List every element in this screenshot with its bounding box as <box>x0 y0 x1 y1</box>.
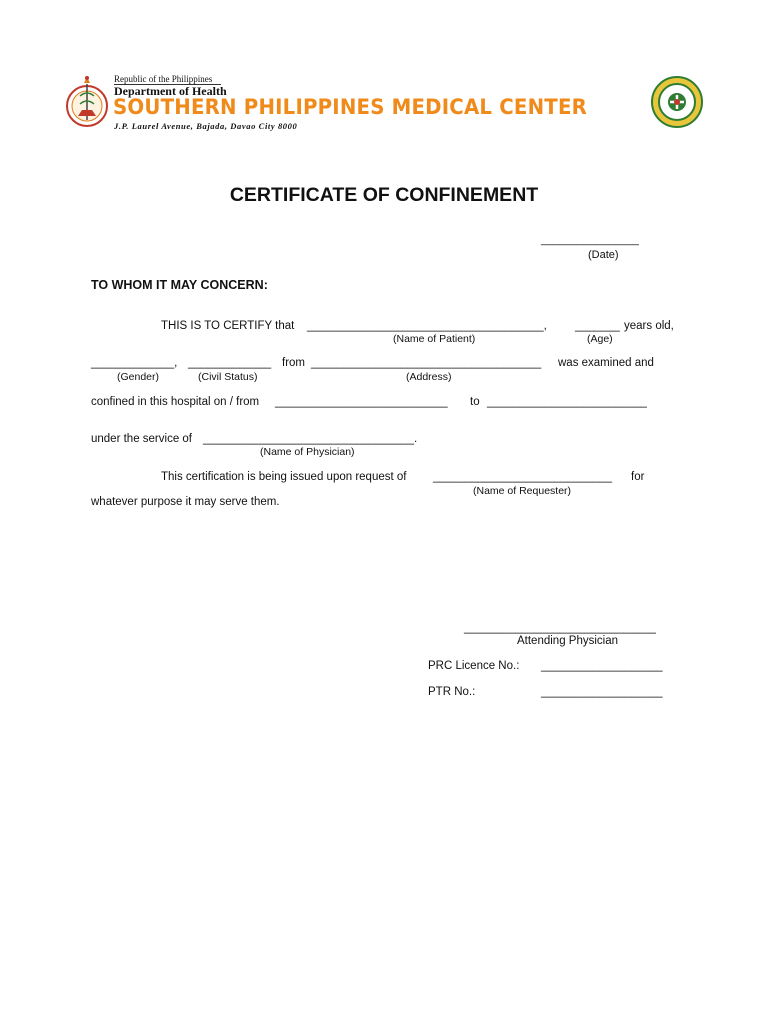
confined-to-blank: _________________________ <box>487 396 647 408</box>
patient-name-blank: _____________________________________, <box>307 320 547 332</box>
header-department: Department of Health <box>114 84 227 98</box>
gender-label: (Gender) <box>117 371 160 383</box>
document-title: CERTIFICATE OF CONFINEMENT <box>229 184 539 206</box>
requester-name-blank: ____________________________ <box>433 471 613 483</box>
prc-licence-label: PRC Licence No.: <box>428 660 520 672</box>
ptr-no-blank: ___________________ <box>541 686 663 698</box>
service-prefix: under the service of <box>91 433 193 445</box>
purpose-text: whatever purpose it may serve them. <box>91 496 280 508</box>
physician-name-blank: _________________________________. <box>203 433 418 445</box>
request-prefix: This certification is being issued upon request of <box>161 471 407 483</box>
header-address: J.P. Laurel Avenue, Bajada, Davao City 8000 <box>114 121 298 131</box>
certify-prefix: THIS IS TO CERTIFY that <box>161 320 295 332</box>
confined-from-blank: ___________________________ <box>275 396 448 408</box>
civil-status-label: (Civil Status) <box>198 371 258 383</box>
gender-blank: _____________, <box>91 357 178 369</box>
address-label: (Address) <box>406 371 452 383</box>
spmc-seal-icon <box>64 74 110 130</box>
prc-licence-blank: ___________________ <box>541 660 663 672</box>
attending-physician-label: Attending Physician <box>517 635 619 647</box>
examined-text: was examined and <box>558 357 654 369</box>
header-center-name: SOUTHERN PHILIPPINES MEDICAL CENTER <box>113 95 588 119</box>
physician-name-label: (Name of Physician) <box>260 446 355 458</box>
patient-name-label: (Name of Patient) <box>393 333 476 345</box>
salutation: TO WHOM IT MAY CONCERN: <box>91 278 268 292</box>
from-text: from <box>282 357 305 369</box>
date-label: (Date) <box>588 249 619 261</box>
header-republic: Republic of the Philippines <box>114 74 213 84</box>
confined-prefix: confined in this hospital on / from <box>91 396 260 408</box>
years-old-text: years old, <box>624 320 674 332</box>
signature-blank: ______________________________ <box>464 622 656 634</box>
doh-seal-icon <box>651 76 703 128</box>
to-text: to <box>470 396 480 408</box>
civil-status-blank: _____________ <box>188 357 272 369</box>
age-blank: _______ <box>575 320 620 332</box>
for-text: for <box>631 471 645 483</box>
date-blank: ________________ <box>541 234 639 246</box>
age-label: (Age) <box>587 333 613 345</box>
requester-name-label: (Name of Requester) <box>473 485 572 497</box>
ptr-no-label: PTR No.: <box>428 686 476 698</box>
address-blank: ____________________________________ <box>311 357 542 369</box>
